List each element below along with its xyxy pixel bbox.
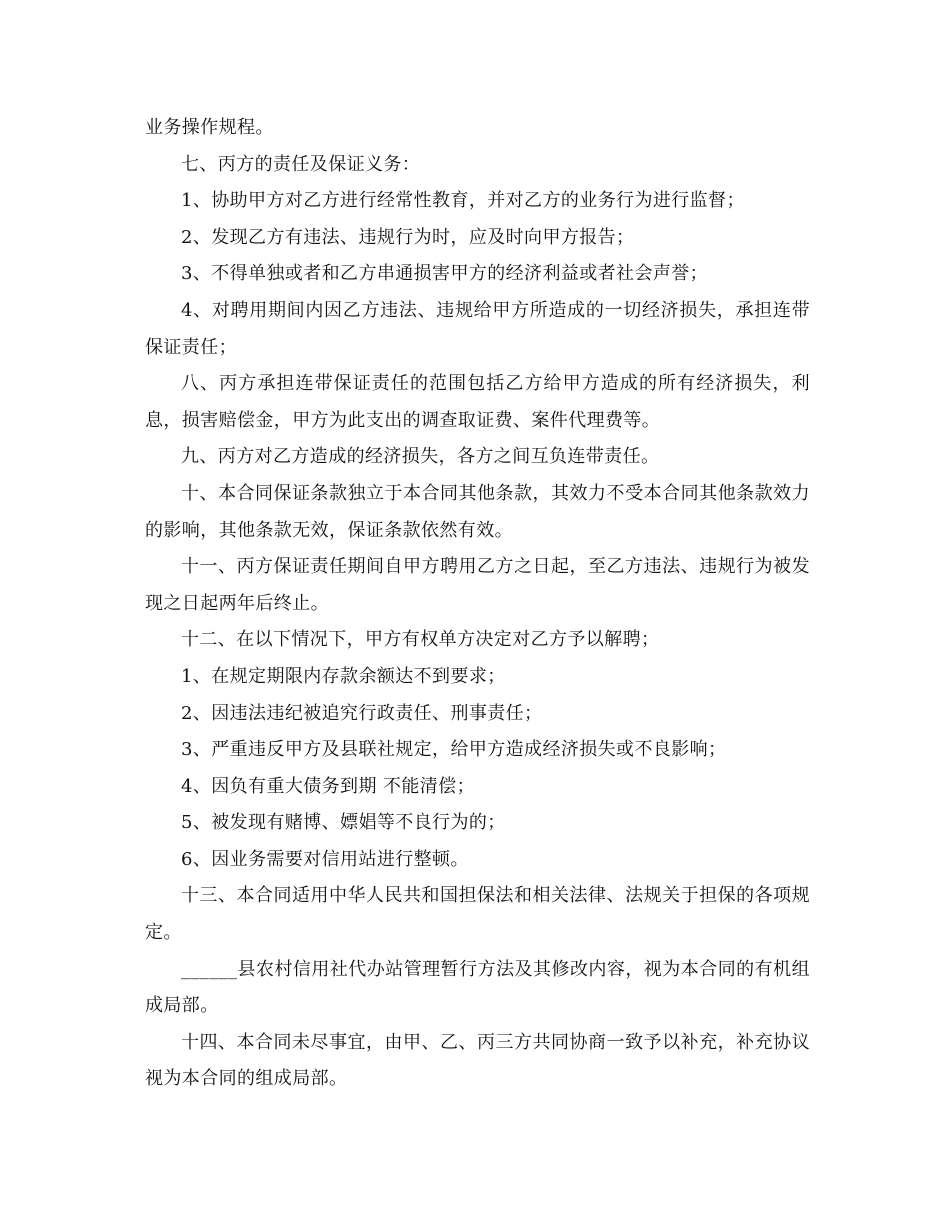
paragraph-7: 九、丙方对乙方造成的经济损失，各方之间互负连带责任。 [181,446,660,468]
paragraph-2: 1、协助甲方对乙方进行经常性教育，并对乙方的业务行为进行监督； [181,190,745,212]
paragraph-8: 十、本合同保证条款独立于本合同其他条款，其效力不受本合同其他条款效力的影响，其他条款无效，保证条款依然有效。 [145,482,810,541]
paragraph-13: 3、严重违反甲方及县联社规定，给甲方造成经济损失或不良影响； [181,739,727,761]
paragraph-12: 2、因违法违纪被追究行政责任、刑事责任； [181,702,543,724]
paragraph-11: 1、在规定期限内存款余额达不到要求； [181,665,506,687]
paragraph-19: 十四、本合同未尽事宜，由甲、乙、丙三方共同协商一致予以补充，补充协议视为本合同的组成局部。 [145,1031,810,1090]
paragraph-0: 业务操作规程。 [145,117,274,138]
paragraph-1: 七、丙方的责任及保证义务： [181,153,421,175]
paragraph-4: 3、不得单独或者和乙方串通损害甲方的经济利益或者社会声誉； [181,263,709,285]
paragraph-15: 5、被发现有赌博、嫖娼等不良行为的； [181,812,506,834]
paragraph-14: 4、因负有重大债务到期 不能清偿； [181,775,475,797]
document-body [145,110,810,1098]
paragraph-5: 4、对聘用期间内因乙方违法、违规给甲方所造成的一切经济损失，承担连带保证责任； [145,299,810,358]
paragraph-18: ______县农村信用社代办站管理暂行方法及其修改内容，视为本合同的有机组成局部。 [145,958,810,1017]
paragraph-3: 2、发现乙方有违法、违规行为时，应及时向甲方报告； [181,226,635,248]
paragraph-6: 八、丙方承担连带保证责任的范围包括乙方给甲方造成的所有经济损失，利息，损害赔偿金，甲方为此支出的调查取证费、案件代理费等。 [145,373,810,431]
paragraph-16: 6、因业务需要对信用站进行整顿。 [181,848,469,870]
paragraph-17: 十三、本合同适用中华人民共和国担保法和相关法律、法规关于担保的各项规定。 [145,885,810,944]
paragraph-9: 十一、丙方保证责任期间自甲方聘用乙方之日起，至乙方违法、违规行为被发现之日起两年后终止。 [145,556,810,614]
paragraph-10: 十二、在以下情况下，甲方有权单方决定对乙方予以解聘； [181,629,660,651]
